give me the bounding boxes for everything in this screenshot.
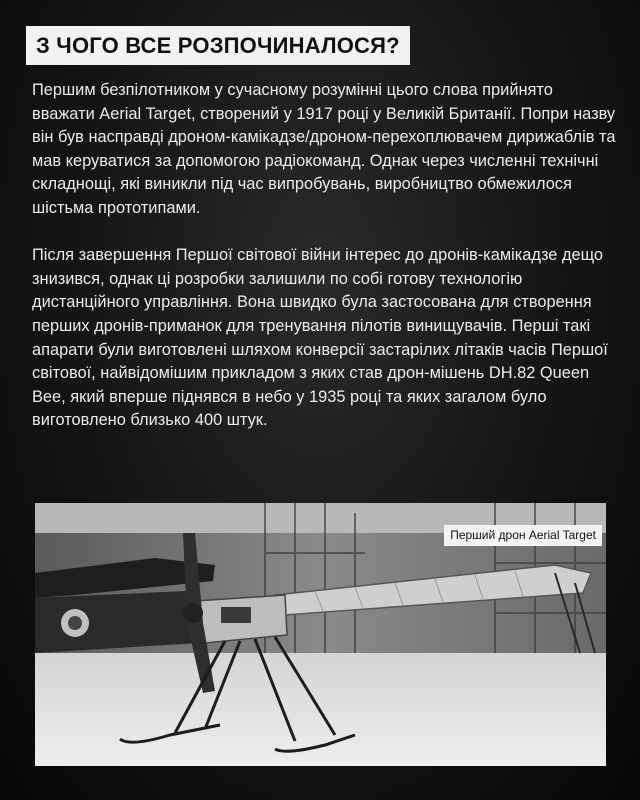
article-paragraph-1: Першим безпілотником у сучасному розумінні цього слова прийнято вважати Aerial Target, створений у 1917 році у Великій Британії. Попри назву він був насправді дроном-камікадзе/дроном-перехоплювачем дирижаблів та мав керуватися за допомогою радіокоманд. Однак через численні технічні складнощі, які виникли під час випробувань, виробництво обмежилося шістьма прототипами. [32, 81, 616, 217]
page-title: З ЧОГО ВСЕ РОЗПОЧИНАЛОСЯ? [26, 26, 410, 65]
article-paragraph-2: Після завершення Першої світової війни інтерес до дронів-камікадзе дещо знизився, однак ці розробки залишили по собі готову технологію дистанційного управління. Вона швидко була застосована для створення перших дронів-приманок для тренування пілотів винищувачів. Перші такі апарати були виготовлені шляхом конверсії застарілих літаків часів Першої світової, найвідомішим прикладом з яких став дрон-мішень DH.82 Queen Bee, який вперше піднявся в небо у 1935 році та яких загалом було виготовлено близько 400 штук. [32, 246, 608, 430]
article-body [32, 79, 617, 433]
photo-caption: Перший дрон Aerial Target [444, 525, 602, 546]
historical-photo [35, 503, 606, 766]
